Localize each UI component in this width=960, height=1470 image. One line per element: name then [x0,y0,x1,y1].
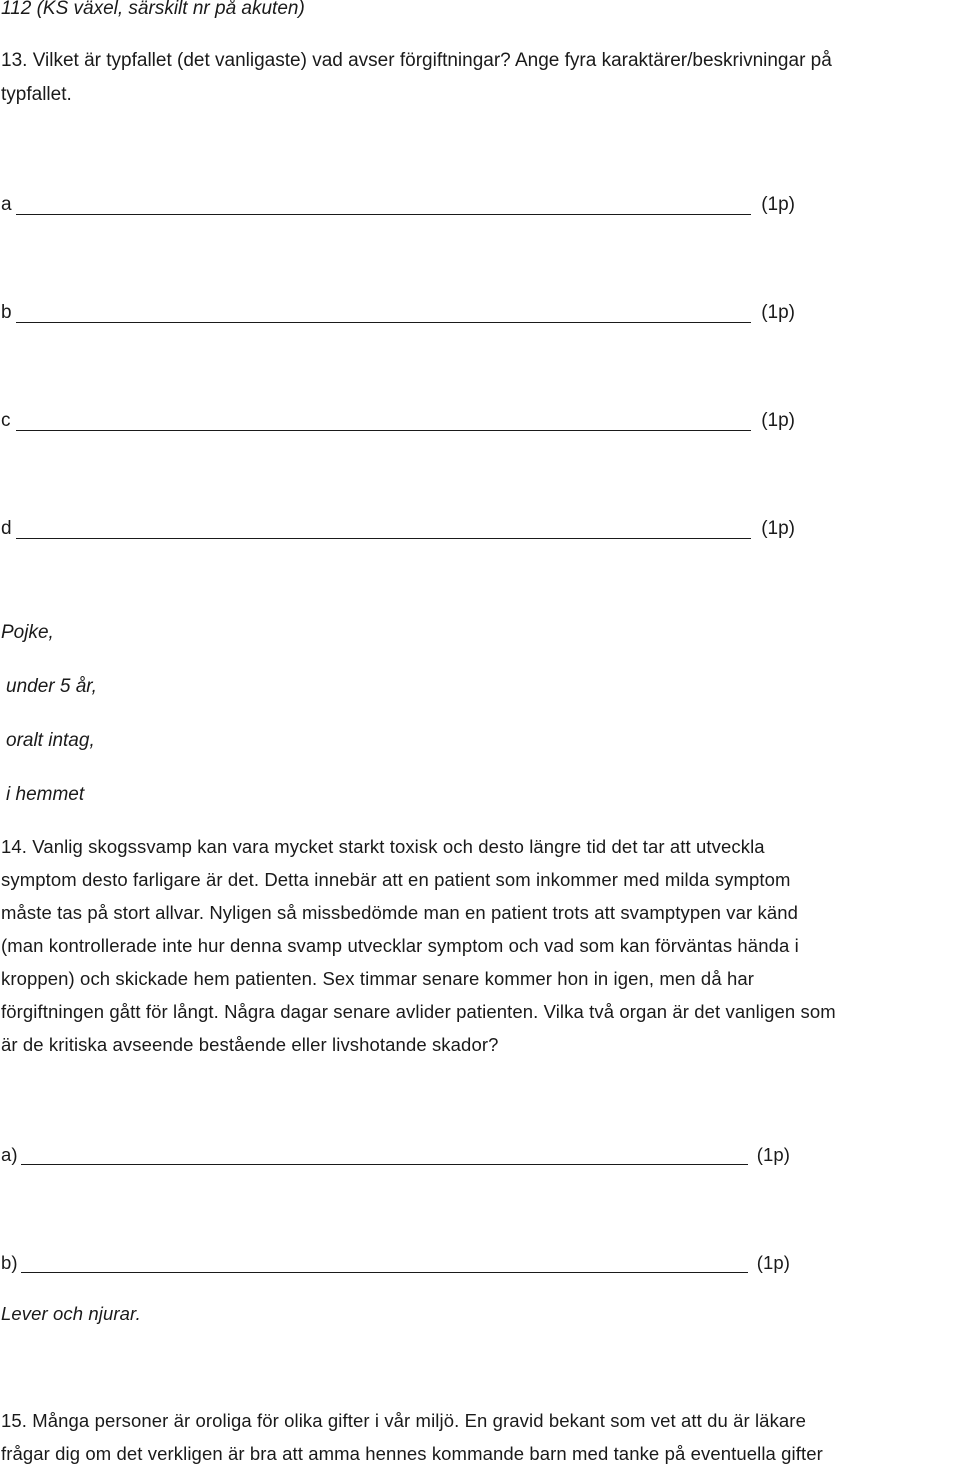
answer-line [21,1164,748,1165]
q13-text-line1: 13. Vilket är typfallet (det vanligaste) vad avser förgiftningar? Ange fyra karaktärer/beskrivningar på [1,50,832,71]
points-label: (1p) [761,410,795,431]
q14-line: kroppen) och skickade hem patienten. Sex timmar senare kommer hon in igen, men då har [1,968,754,989]
answer-line [16,322,751,323]
points-label: (1p) [761,194,795,215]
answer-line [16,430,751,431]
q13-blank-a[interactable] [1,190,795,216]
answer-line [21,1272,748,1273]
answer-line [16,538,751,539]
points-label: (1p) [761,518,795,539]
blank-label: c [1,410,11,431]
q13-answer-3: oralt intag, [6,730,95,751]
q14-line: symptom desto farligare är det. Detta innebär att en patient som inkommer med milda symptom [1,869,791,890]
blank-label: a [1,194,12,215]
blank-label: d [1,518,12,539]
q14-line: (man kontrollerade inte hur denna svamp utvecklar symptom och vad som kan förväntas hända i [1,935,799,956]
q15-line: frågar dig om det verkligen är bra att amma hennes kommande barn med tanke på eventuella gifter [1,1443,823,1464]
blank-label: b) [1,1252,18,1273]
q13-answer-4: i hemmet [6,784,85,805]
q14-line: 14. Vanlig skogssvamp kan vara mycket starkt toxisk och desto längre tid det tar att utveckla [1,836,765,857]
blank-label: b [1,302,12,323]
q14-line: måste tas på stort allvar. Nyligen så missbedömde man en patient trots att svamptypen var känd [1,902,799,923]
q14-answer: Lever och njurar. [1,1303,141,1324]
q14-line: förgiftningen gått för långt. Några dagar senare avlider patienten. Vilka två organ är det vanligen som [1,1001,836,1022]
points-label: (1p) [756,1252,790,1273]
q13-blank-c[interactable] [1,406,795,432]
q13-text-line2: typfallet. [1,84,72,105]
points-label: (1p) [761,302,795,323]
q15-line: 15. Många personer är oroliga för olika gifter i vår miljö. En gravid bekant som vet att du är läkare [1,1410,806,1431]
points-label: (1p) [756,1144,790,1165]
q14-blank-b[interactable] [1,1248,790,1274]
q14-blank-a[interactable] [1,1140,790,1166]
q13-blank-b[interactable] [1,298,795,324]
q13-answer-1: Pojke, [1,622,54,643]
answer-line [16,214,751,215]
q14-line: är de kritiska avseende bestående eller livshotande skador? [1,1034,499,1055]
top-note: 112 (KS växel, särskilt nr på akuten) [1,0,305,19]
q13-blank-d[interactable] [1,514,795,540]
q13-answer-2: under 5 år, [6,676,97,697]
blank-label: a) [1,1144,18,1165]
